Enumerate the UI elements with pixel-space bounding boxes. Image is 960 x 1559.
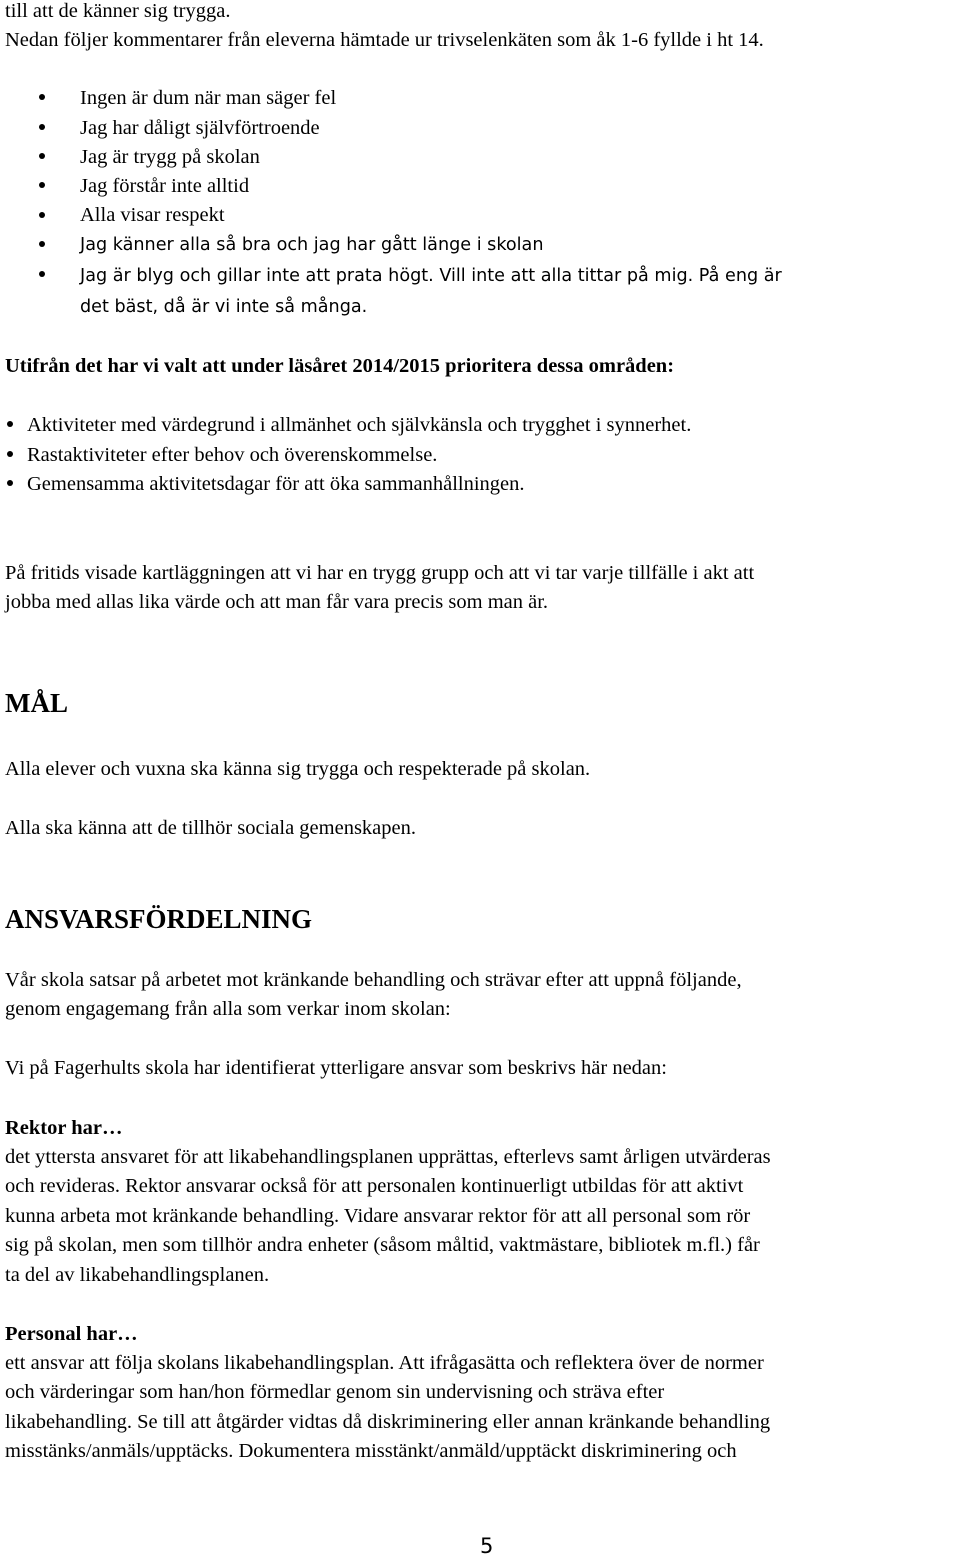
personal-line: likabehandling. Se till att åtgärder vidtas då diskriminering eller annan kränkande behandling: [5, 1411, 771, 1433]
ansvar-paragraph-1-line-1: Vår skola satsar på arbetet mot kränkande behandling och strävar efter att uppnå följande,: [5, 969, 742, 991]
comment-item: Jag känner alla så bra och jag har gått länge i skolan: [80, 235, 544, 255]
bullet-icon: [7, 421, 13, 427]
personal-line: misstänks/anmäls/upptäcks. Dokumentera misstänkt/anmäld/upptäckt diskriminering och: [5, 1440, 737, 1462]
personal-heading: Personal har…: [5, 1323, 138, 1345]
mal-heading: MÅL: [5, 688, 68, 718]
bullet-icon: [39, 271, 45, 277]
rektor-line: det yttersta ansvaret för att likabehandlingsplanen upprättas, efterlevs samt årligen utvärderas: [5, 1146, 771, 1168]
rektor-line: sig på skolan, men som tillhör andra enheter (såsom måltid, vaktmästare, bibliotek m.fl.) får: [5, 1234, 760, 1256]
comment-item: Jag är trygg på skolan: [80, 146, 260, 168]
mal-paragraph-2: Alla ska känna att de tillhör sociala gemenskapen.: [5, 817, 417, 839]
ansvar-heading: ANSVARSFÖRDELNING: [5, 904, 313, 934]
fritids-line-2: jobba med allas lika värde och att man får vara precis som man är.: [5, 591, 549, 613]
bullet-icon: [7, 480, 13, 486]
comment-item: Jag har dåligt självförtroende: [80, 117, 320, 139]
bullet-icon: [39, 241, 45, 247]
comment-item: Ingen är dum när man säger fel: [80, 87, 337, 109]
bullet-icon: [39, 182, 45, 188]
rektor-line: ta del av likabehandlingsplanen.: [5, 1264, 270, 1286]
priority-item: Gemensamma aktivitetsdagar för att öka sammanhållningen.: [27, 473, 525, 495]
rektor-heading: Rektor har…: [5, 1117, 123, 1139]
comment-item: Jag förstår inte alltid: [80, 175, 250, 197]
priority-item: Rastaktiviteter efter behov och överenskommelse.: [27, 444, 438, 466]
bullet-icon: [7, 451, 13, 457]
intro-line-1: till att de känner sig trygga.: [5, 0, 231, 22]
personal-line: ett ansvar att följa skolans likabehandlingsplan. Att ifrågasätta och reflektera över de normer: [5, 1352, 764, 1374]
fritids-line-1: På fritids visade kartläggningen att vi har en trygg grupp och att vi tar varje tillfälle i akt att: [5, 562, 755, 584]
rektor-line: och revideras. Rektor ansvarar också för att personalen kontinuerligt utbildas för att aktivt: [5, 1175, 744, 1197]
bullet-icon: [39, 124, 45, 130]
bullet-icon: [39, 153, 45, 159]
personal-line: och värderingar som han/hon förmedlar genom sin undervisning och sträva efter: [5, 1381, 665, 1403]
priorities-heading: Utifrån det har vi valt att under läsåret 2014/2015 prioritera dessa områden:: [5, 355, 675, 377]
page-number: 5: [480, 1534, 494, 1558]
comment-item-last-line-2: det bäst, då är vi inte så många.: [80, 297, 368, 317]
intro-line-2: Nedan följer kommentarer från eleverna hämtade ur trivselenkäten som åk 1-6 fyllde i ht 14.: [5, 29, 764, 51]
comment-item: Alla visar respekt: [80, 204, 225, 226]
ansvar-paragraph-2: Vi på Fagerhults skola har identifierat ytterligare ansvar som beskrivs här nedan:: [5, 1057, 667, 1079]
mal-paragraph-1: Alla elever och vuxna ska känna sig trygga och respekterade på skolan.: [5, 758, 591, 780]
comment-item-last-line-1: Jag är blyg och gillar inte att prata högt. Vill inte att alla tittar på mig. På eng är: [80, 266, 782, 286]
priority-item: Aktiviteter med värdegrund i allmänhet och självkänsla och trygghet i synnerhet.: [27, 414, 692, 436]
bullet-icon: [39, 212, 45, 218]
ansvar-paragraph-1-line-2: genom engagemang från alla som verkar inom skolan:: [5, 998, 451, 1020]
bullet-icon: [39, 94, 45, 100]
rektor-line: kunna arbeta mot kränkande behandling. Vidare ansvarar rektor för att all personal som rör: [5, 1205, 751, 1227]
